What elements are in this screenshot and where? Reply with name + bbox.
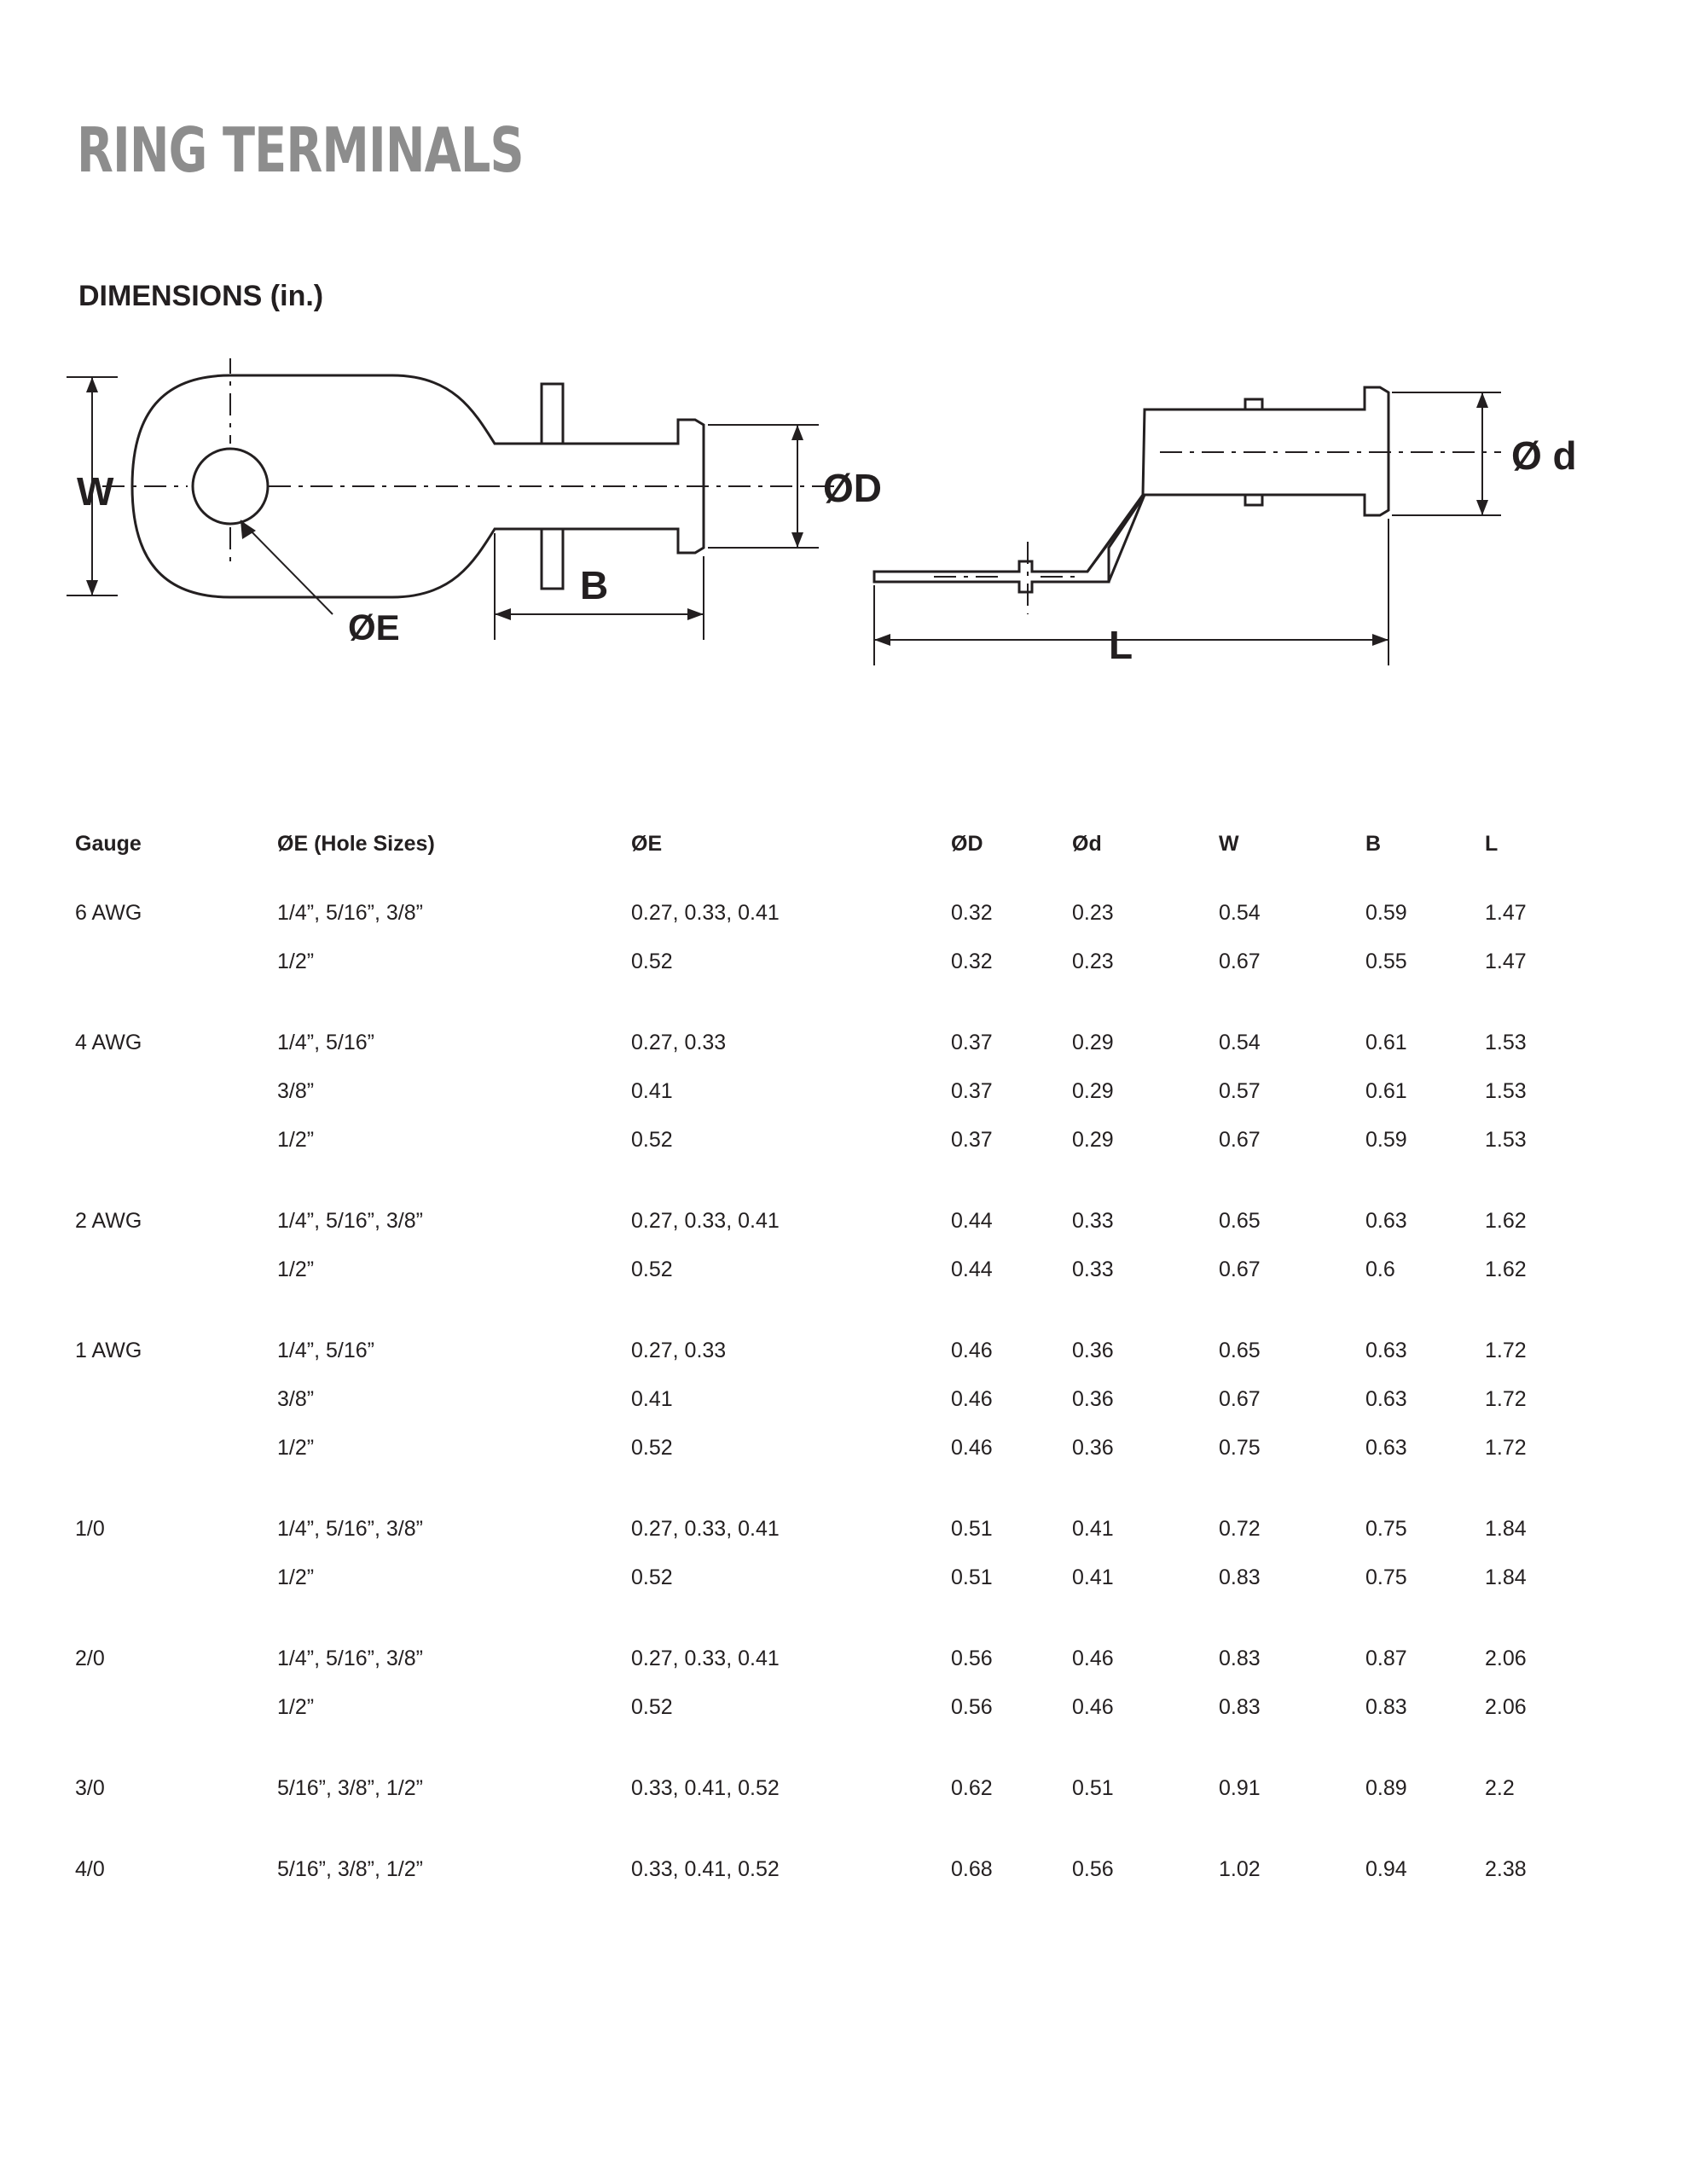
cell-b: 0.59	[1365, 1128, 1407, 1152]
cell-oe: 0.27, 0.33	[631, 1339, 727, 1362]
cell-od-small: 0.36	[1072, 1436, 1114, 1460]
cell-oe: 0.52	[631, 1565, 673, 1589]
cell-gauge: 4/0	[75, 1857, 105, 1881]
cell-od: 0.44	[951, 1258, 993, 1281]
col-header-gauge: Gauge	[75, 832, 142, 856]
cell-gauge	[75, 1695, 277, 1744]
table-row	[75, 1306, 1627, 1387]
cell-oe: 0.52	[631, 1128, 673, 1152]
cell-od: 0.32	[951, 901, 993, 925]
col-header-oe: ØE	[631, 832, 663, 856]
cell-oe: 0.27, 0.33, 0.41	[631, 1209, 780, 1233]
label-od-small: Ø d	[1511, 433, 1577, 478]
table-row	[75, 950, 1627, 998]
terminal-diagram-svg	[51, 358, 1646, 725]
table-row	[75, 901, 1627, 950]
label-w: W	[77, 469, 114, 514]
cell-od: 0.56	[951, 1647, 993, 1670]
table-row	[75, 1695, 1627, 1744]
cell-od-small: 0.56	[1072, 1857, 1114, 1881]
l-arrow-right	[1372, 634, 1388, 646]
cell-l: 1.72	[1485, 1387, 1527, 1411]
cell-l: 1.72	[1485, 1339, 1527, 1362]
cell-hole-sizes: 1/2”	[277, 1258, 315, 1281]
cell-gauge: 1 AWG	[75, 1339, 142, 1362]
cell-b: 0.63	[1365, 1209, 1407, 1233]
cell-hole-sizes: 5/16”, 3/8”, 1/2”	[277, 1857, 423, 1881]
cell-hole-sizes: 1/2”	[277, 1436, 315, 1460]
cell-oe: 0.27, 0.33, 0.41	[631, 1517, 780, 1541]
cell-b: 0.94	[1365, 1857, 1407, 1881]
cell-oe: 0.27, 0.33, 0.41	[631, 901, 780, 925]
od-arrow-bottom	[791, 532, 803, 548]
cell-oe: 0.52	[631, 950, 673, 973]
table-row	[75, 1825, 1627, 1906]
w-arrow-bottom	[86, 580, 98, 595]
cell-hole-sizes: 3/8”	[277, 1079, 315, 1103]
cell-oe: 0.27, 0.33, 0.41	[631, 1647, 780, 1670]
cell-gauge	[75, 1387, 277, 1436]
cell-hole-sizes: 3/8”	[277, 1387, 315, 1411]
cell-od-small: 0.51	[1072, 1776, 1114, 1800]
cell-b: 0.61	[1365, 1031, 1407, 1054]
cell-od: 0.68	[951, 1857, 993, 1881]
cell-gauge	[75, 1128, 277, 1176]
cell-hole-sizes: 1/4”, 5/16”, 3/8”	[277, 1517, 423, 1541]
table-row	[75, 1614, 1627, 1695]
cell-b: 0.59	[1365, 901, 1407, 925]
col-header-b: B	[1365, 832, 1382, 856]
cell-oe: 0.41	[631, 1387, 673, 1411]
dimensions-table-wrapper	[75, 832, 1627, 1906]
cell-gauge: 1/0	[75, 1517, 105, 1541]
cell-l: 1.47	[1485, 950, 1527, 973]
cell-w: 0.54	[1219, 901, 1261, 925]
cell-w: 0.91	[1219, 1776, 1261, 1800]
cell-b: 0.55	[1365, 950, 1407, 973]
cell-hole-sizes: 1/2”	[277, 950, 315, 973]
cell-hole-sizes: 1/4”, 5/16”	[277, 1339, 374, 1362]
cell-b: 0.89	[1365, 1776, 1407, 1800]
cell-w: 0.54	[1219, 1031, 1261, 1054]
table-row	[75, 998, 1627, 1079]
col-header-od-small: Ød	[1072, 832, 1102, 856]
cell-gauge	[75, 1565, 277, 1614]
cell-w: 0.67	[1219, 1258, 1261, 1281]
cell-b: 0.6	[1365, 1258, 1395, 1281]
cell-od-small: 0.36	[1072, 1387, 1114, 1411]
cell-od-small: 0.29	[1072, 1031, 1114, 1054]
cell-w: 0.83	[1219, 1565, 1261, 1589]
cell-oe: 0.52	[631, 1695, 673, 1719]
cell-b: 0.87	[1365, 1647, 1407, 1670]
cell-b: 0.61	[1365, 1079, 1407, 1103]
cell-b: 0.75	[1365, 1517, 1407, 1541]
cell-oe: 0.41	[631, 1079, 673, 1103]
cell-w: 0.83	[1219, 1695, 1261, 1719]
cell-od: 0.51	[951, 1565, 993, 1589]
cell-l: 1.84	[1485, 1565, 1527, 1589]
oe-leader-arrow	[241, 520, 256, 539]
cell-hole-sizes: 1/4”, 5/16”, 3/8”	[277, 901, 423, 925]
cell-hole-sizes: 1/2”	[277, 1695, 315, 1719]
cell-w: 0.72	[1219, 1517, 1261, 1541]
cell-l: 1.62	[1485, 1209, 1527, 1233]
cell-od: 0.46	[951, 1436, 993, 1460]
od-small-arrow-top	[1476, 392, 1488, 408]
cell-b: 0.63	[1365, 1387, 1407, 1411]
table-row	[75, 1387, 1627, 1436]
w-arrow-top	[86, 377, 98, 392]
cell-l: 2.06	[1485, 1647, 1527, 1670]
cell-od-small: 0.33	[1072, 1209, 1114, 1233]
cell-l: 1.53	[1485, 1128, 1527, 1152]
cell-od-small: 0.23	[1072, 901, 1114, 925]
cell-l: 2.38	[1485, 1857, 1527, 1881]
section-heading: DIMENSIONS (in.)	[78, 280, 324, 312]
cell-l: 2.2	[1485, 1776, 1515, 1800]
cell-od: 0.37	[951, 1031, 993, 1054]
hole-circle	[193, 449, 268, 524]
cell-gauge: 2/0	[75, 1647, 105, 1670]
cell-w: 1.02	[1219, 1857, 1261, 1881]
bend-crease-1	[1087, 495, 1145, 572]
cell-b: 0.63	[1365, 1436, 1407, 1460]
cell-od-small: 0.36	[1072, 1339, 1114, 1362]
table-body	[75, 901, 1627, 1906]
label-b: B	[580, 563, 609, 607]
table-row	[75, 1565, 1627, 1614]
table-row	[75, 1436, 1627, 1484]
cell-gauge: 4 AWG	[75, 1031, 142, 1054]
col-header-od: ØD	[951, 832, 983, 856]
cell-l: 1.62	[1485, 1258, 1527, 1281]
cell-l: 2.06	[1485, 1695, 1527, 1719]
cell-w: 0.67	[1219, 1387, 1261, 1411]
cell-od-small: 0.29	[1072, 1079, 1114, 1103]
cell-w: 0.75	[1219, 1436, 1261, 1460]
table-header-row	[75, 832, 1627, 901]
cell-od-small: 0.41	[1072, 1517, 1114, 1541]
od-small-arrow-bottom	[1476, 500, 1488, 515]
cell-od-small: 0.23	[1072, 950, 1114, 973]
cell-w: 0.65	[1219, 1339, 1261, 1362]
cell-oe: 0.52	[631, 1258, 673, 1281]
terminal-side-view-outline	[874, 387, 1388, 592]
cell-gauge	[75, 1436, 277, 1484]
od-arrow-top	[791, 425, 803, 440]
cell-od: 0.44	[951, 1209, 993, 1233]
table-row	[75, 1128, 1627, 1176]
cell-w: 0.57	[1219, 1079, 1261, 1103]
cell-od: 0.46	[951, 1339, 993, 1362]
cell-gauge: 2 AWG	[75, 1209, 142, 1233]
cell-b: 0.83	[1365, 1695, 1407, 1719]
cell-b: 0.75	[1365, 1565, 1407, 1589]
cell-oe: 0.33, 0.41, 0.52	[631, 1776, 780, 1800]
cell-w: 0.67	[1219, 1128, 1261, 1152]
cell-w: 0.83	[1219, 1647, 1261, 1670]
cell-l: 1.53	[1485, 1031, 1527, 1054]
oe-leader-line	[241, 520, 333, 614]
table-row	[75, 1258, 1627, 1306]
cell-od-small: 0.46	[1072, 1647, 1114, 1670]
cell-gauge	[75, 1079, 277, 1128]
cell-hole-sizes: 1/2”	[277, 1565, 315, 1589]
cell-hole-sizes: 1/4”, 5/16”	[277, 1031, 374, 1054]
cell-od-small: 0.41	[1072, 1565, 1114, 1589]
cell-od-small: 0.29	[1072, 1128, 1114, 1152]
b-arrow-right	[687, 608, 704, 620]
cell-od: 0.46	[951, 1387, 993, 1411]
l-arrow-left	[874, 634, 890, 646]
page-title: RING TERMINALS	[77, 114, 524, 186]
cell-od-small: 0.33	[1072, 1258, 1114, 1281]
cell-od: 0.32	[951, 950, 993, 973]
cell-oe: 0.27, 0.33	[631, 1031, 727, 1054]
cell-w: 0.67	[1219, 950, 1261, 973]
cell-w: 0.65	[1219, 1209, 1261, 1233]
cell-oe: 0.33, 0.41, 0.52	[631, 1857, 780, 1881]
b-arrow-left	[495, 608, 511, 620]
cell-od: 0.37	[951, 1128, 993, 1152]
col-header-w: W	[1219, 832, 1239, 856]
dimensions-table	[75, 832, 1627, 1906]
cell-l: 1.47	[1485, 901, 1527, 925]
label-oe: ØE	[348, 607, 400, 648]
cell-hole-sizes: 1/2”	[277, 1128, 315, 1152]
cell-od: 0.56	[951, 1695, 993, 1719]
col-header-hole-sizes: ØE (Hole Sizes)	[277, 832, 435, 856]
label-od: ØD	[823, 466, 882, 510]
table-header	[75, 832, 1627, 901]
cell-hole-sizes: 1/4”, 5/16”, 3/8”	[277, 1647, 423, 1670]
cell-hole-sizes: 5/16”, 3/8”, 1/2”	[277, 1776, 423, 1800]
label-l: L	[1109, 623, 1133, 667]
cell-l: 1.72	[1485, 1436, 1527, 1460]
cell-gauge	[75, 1258, 277, 1306]
cell-hole-sizes: 1/4”, 5/16”, 3/8”	[277, 1209, 423, 1233]
cell-l: 1.84	[1485, 1517, 1527, 1541]
table-row	[75, 1484, 1627, 1565]
cell-gauge: 3/0	[75, 1776, 105, 1800]
cell-od: 0.51	[951, 1517, 993, 1541]
cell-l: 1.53	[1485, 1079, 1527, 1103]
table-row	[75, 1744, 1627, 1825]
cell-od: 0.37	[951, 1079, 993, 1103]
table-row	[75, 1079, 1627, 1128]
table-row	[75, 1176, 1627, 1258]
col-header-l: L	[1485, 832, 1499, 856]
cell-od-small: 0.46	[1072, 1695, 1114, 1719]
cell-gauge: 6 AWG	[75, 901, 142, 925]
cell-gauge	[75, 950, 277, 998]
cell-oe: 0.52	[631, 1436, 673, 1460]
cell-b: 0.63	[1365, 1339, 1407, 1362]
cell-od: 0.62	[951, 1776, 993, 1800]
dimension-drawings	[51, 358, 1646, 725]
